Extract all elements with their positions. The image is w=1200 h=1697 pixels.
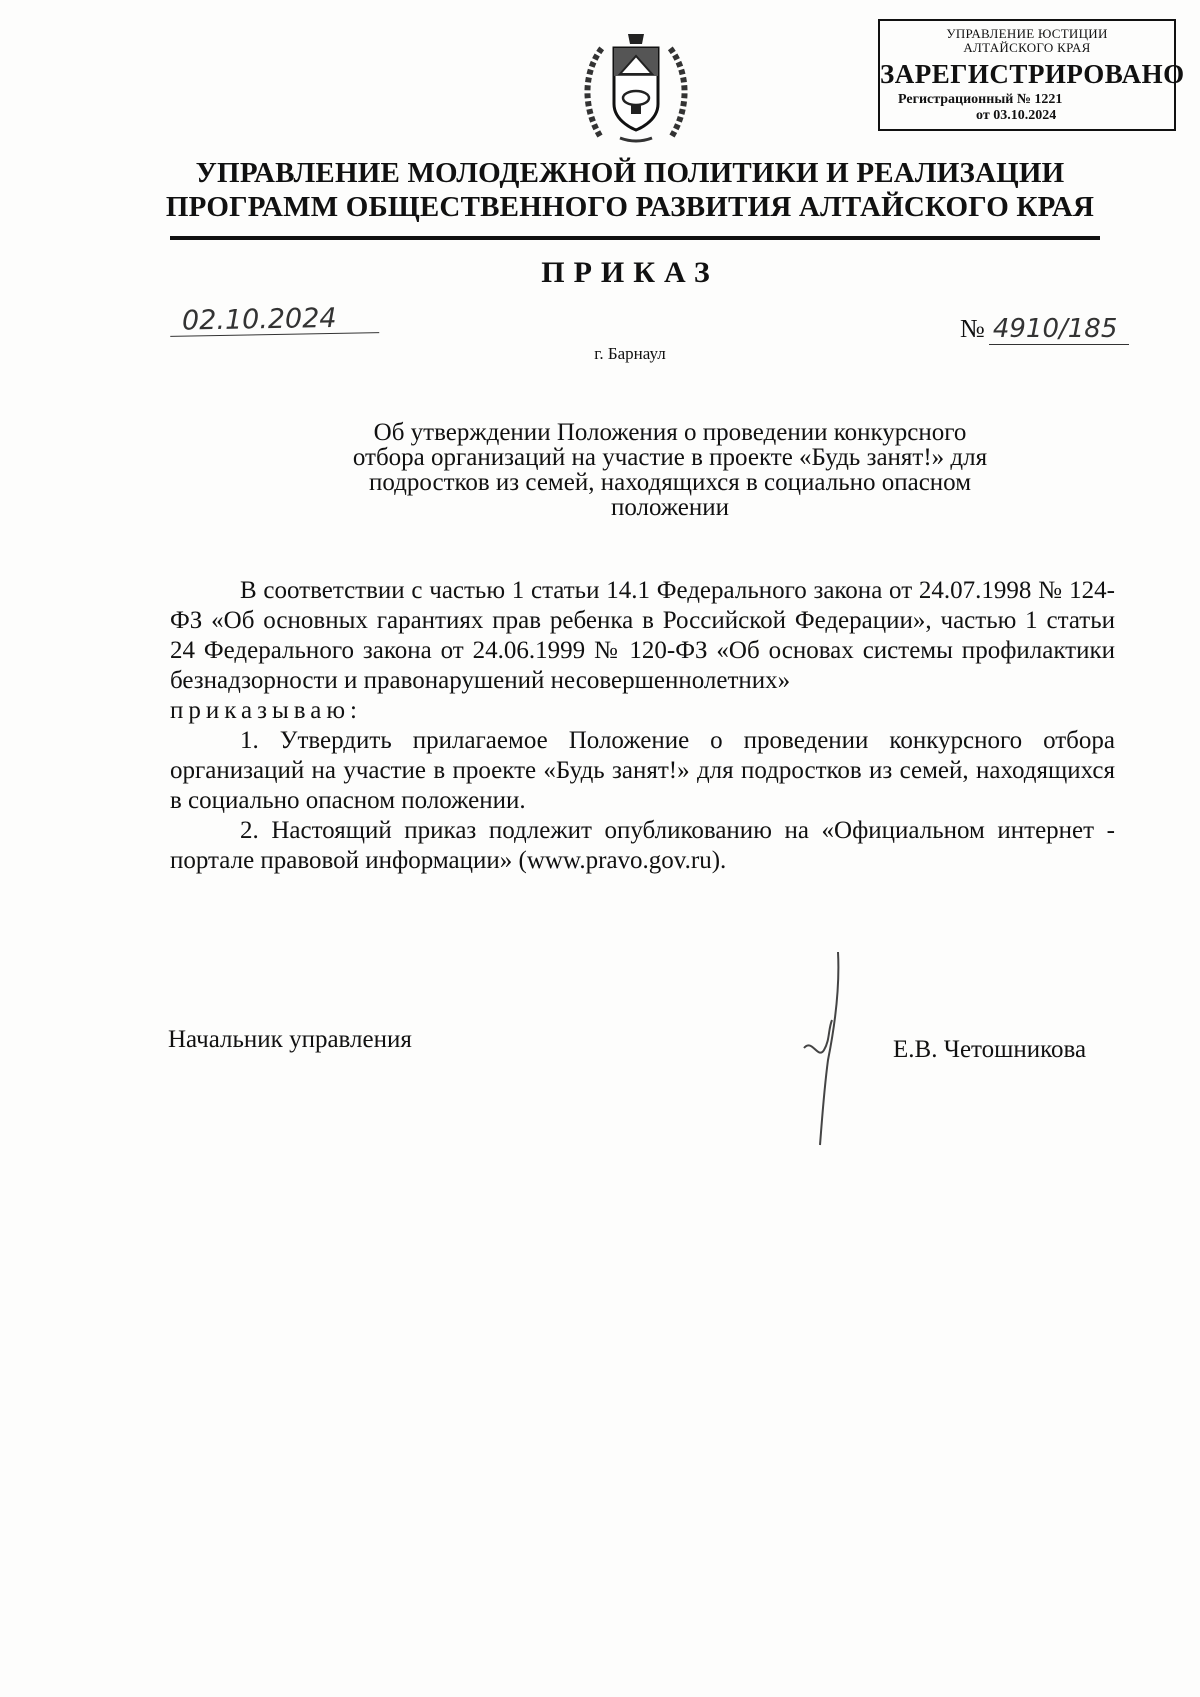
stamp-reg-date: от 03.10.2024 xyxy=(976,108,1057,123)
organization-heading xyxy=(160,156,1100,224)
document-type-title: ПРИКАЗ xyxy=(541,256,719,289)
handwritten-number: 4910/185 xyxy=(989,314,1130,345)
subject-line3: подростков из семей, находящихся в социально опасном xyxy=(368,469,972,496)
stamp-org-line1: УПРАВЛЕНИЕ ЮСТИЦИИ xyxy=(946,26,1108,41)
signatory-position: Начальник управления xyxy=(168,1026,412,1053)
subject-line1: Об утверждении Положения о проведении конкурсного xyxy=(373,419,967,446)
subject-line2: отбора организаций на участие в проекте «Будь занят!» для xyxy=(352,444,988,471)
order-item-1: 1. Утвердить прилагаемое Положение о проведении конкурсного отбора организаций на участие в проекте «Будь занят!» для подростков из семей, находящихся в социально опасном положении. xyxy=(170,727,1115,814)
city: г. Барнаул xyxy=(594,344,666,363)
signatory-name: Е.В. Четошникова xyxy=(893,1036,1087,1063)
order-subject xyxy=(300,420,1040,520)
handwritten-signature xyxy=(798,950,858,1150)
heading-line1: УПРАВЛЕНИЕ МОЛОДЕЖНОЙ ПОЛИТИКИ И РЕАЛИЗАЦИИ xyxy=(195,157,1065,189)
stamp-status: ЗАРЕГИСТРИРОВАНО xyxy=(880,59,1185,89)
heading-line2: ПРОГРАММ ОБЩЕСТВЕННОГО РАЗВИТИЯ АЛТАЙСКОГО КРАЯ xyxy=(165,191,1095,223)
preamble-paragraph: В соответствии с частью 1 статьи 14.1 Федерального закона от 24.07.1998 № 124-ФЗ «Об основных гарантиях прав ребенка в Российской Федерации», частью 1 статьи 24 Федерального закона от 24.06.1999 № 120-ФЗ «Об основах системы профилактики безнадзорности и правонарушений несовершеннолетних» xyxy=(170,577,1115,694)
stamp-org-line2: АЛТАЙСКОГО КРАЯ xyxy=(963,40,1091,55)
order-number xyxy=(960,314,1129,344)
order-item-2: 2. Настоящий приказ подлежит опубликованию на «Официальном интернет - портале правовой информации» (www.pravo.gov.ru). xyxy=(170,817,1115,874)
subject-line4: положении xyxy=(610,494,730,521)
heading-divider xyxy=(170,236,1100,240)
registration-stamp xyxy=(878,19,1185,131)
order-body xyxy=(170,576,1115,876)
order-word: приказываю: xyxy=(170,697,362,724)
stamp-reg-number: Регистрационный № 1221 xyxy=(898,92,1063,107)
handwritten-date: 02.10.2024 xyxy=(170,304,379,337)
coat-of-arms-emblem xyxy=(580,26,692,150)
number-sign: № xyxy=(960,314,985,343)
